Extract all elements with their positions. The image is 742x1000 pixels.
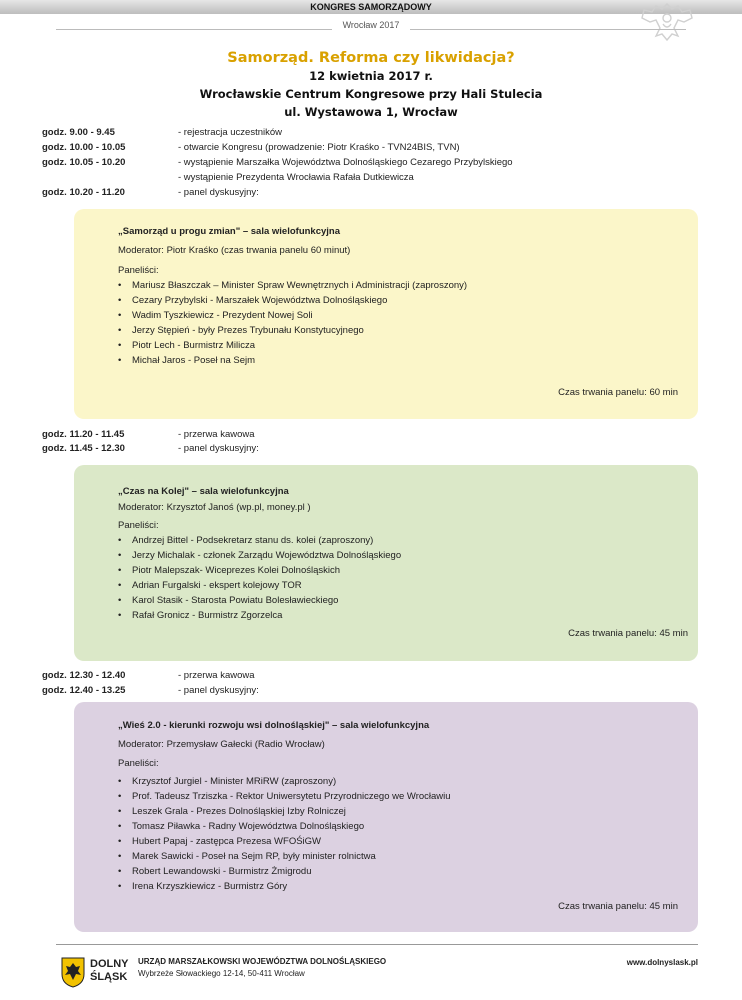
panelists-label: Paneliści: [118,520,159,531]
logo-text-line1: DOLNY [90,958,129,970]
schedule-desc: - panel dyskusyjny: [178,443,259,454]
schedule-time: godz. 11.45 - 12.30 [42,443,125,454]
event-address: ul. Wystawowa 1, Wrocław [284,105,458,119]
panelist-item: • Piotr Malepszak- Wiceprezes Kolei Dolnośląskich [118,563,401,578]
schedule-desc: - panel dyskusyjny: [178,187,259,198]
panel-duration: Czas trwania panelu: 45 min [558,901,678,912]
panelist-item: • Jerzy Michalak - członek Zarządu Województwa Dolnośląskiego [118,548,401,563]
schedule-desc: - wystąpienie Marszałka Województwa Dolnośląskiego Cezarego Przybylskiego [178,157,513,168]
panelist-item: • Cezary Przybylski - Marszałek Województwa Dolnośląskiego [118,293,467,308]
panelist-item: • Jerzy Stępień - były Prezes Trybunału Konstytucyjnego [118,323,467,338]
panel-title: „Samorząd u progu zmian" – sala wielofunkcyjna [118,226,341,237]
subtitle: Wrocław 2017 [342,20,400,30]
schedule-desc: - panel dyskusyjny: [178,685,259,696]
footer-address: Wybrzeże Słowackiego 12-14, 50-411 Wrocław [138,969,305,978]
panelist-item: • Marek Sawicki - Poseł na Sejm RP, były minister rolnictwa [118,849,451,864]
panelist-item: • Rafał Gronicz - Burmistrz Zgorzelca [118,608,401,623]
panelists-list [118,533,401,623]
schedule-time: godz. 10.00 - 10.05 [42,142,126,153]
event-venue: Wrocławskie Centrum Kongresowe przy Hali Stulecia [199,87,543,101]
panelist-item: • Piotr Lech - Burmistrz Milicza [118,338,467,353]
panelist-item: • Wadim Tyszkiewicz - Prezydent Nowej Soli [118,308,467,323]
schedule-desc: - rejestracja uczestników [178,127,283,138]
panel-kolej [74,465,698,661]
schedule-desc: - wystąpienie Prezydenta Wrocławia Rafała Dutkiewicza [178,172,414,183]
panel-title: „Czas na Kolej" – sala wielofunkcyjna [118,486,289,497]
panel-moderator: Moderator: Piotr Kraśko (czas trwania panelu 60 minut) [118,245,351,256]
panelist-item: • Tomasz Piławka - Radny Województwa Dolnośląskiego [118,819,451,834]
panel-samorzad [74,209,698,419]
panelists-list [118,774,451,894]
schedule-time: godz. 12.30 - 12.40 [42,670,126,681]
panelist-item: • Mariusz Błaszczak – Minister Spraw Wewnętrznych i Administracji (zaproszony) [118,278,467,293]
panelist-item: • Krzysztof Jurgiel - Minister MRiRW (zaproszony) [118,774,451,789]
panelist-item: • Robert Lewandowski - Burmistrz Żmigrodu [118,864,451,879]
schedule-desc: - przerwa kawowa [178,429,255,440]
panelists-list [118,278,467,368]
panelist-item: • Leszek Grala - Prezes Dolnośląskiej Izby Rolniczej [118,804,451,819]
footer-website-link[interactable]: www.dolnyslask.pl [626,958,698,967]
panel-moderator: Moderator: Krzysztof Janoś (wp.pl, money.pl ) [118,502,311,513]
event-date: 12 kwietnia 2017 r. [309,69,433,83]
schedule-time: godz. 10.05 - 10.20 [42,157,126,168]
panelists-label: Paneliści: [118,265,159,276]
schedule-time: godz. 10.20 - 11.20 [42,187,125,198]
footer-organization: URZĄD MARSZAŁKOWSKI WOJEWÓDZTWA DOLNOŚLĄSKIEGO [138,957,387,966]
footer-divider [56,944,698,945]
schedule-desc: - przerwa kawowa [178,670,255,681]
schedule-time: godz. 11.20 - 11.45 [42,429,125,440]
top-title: KONGRES SAMORZĄDOWY [310,2,432,12]
panelists-label: Paneliści: [118,758,159,769]
panelist-item: • Adrian Furgalski - ekspert kolejowy TOR [118,578,401,593]
schedule-desc: - otwarcie Kongresu (prowadzenie: Piotr Kraśko - TVN24BIS, TVN) [178,142,460,153]
panelist-item: • Irena Krzyszkiewicz - Burmistrz Góry [118,879,451,894]
panelist-item: • Hubert Papaj - zastępca Prezesa WFOŚiGW [118,834,451,849]
logo-text-line2: ŚLĄSK [90,971,128,983]
panel-wies [74,702,698,932]
divider-right [410,29,686,30]
panel-moderator: Moderator: Przemysław Gałecki (Radio Wrocław) [118,739,325,750]
panelist-item: • Karol Stasik - Starosta Powiatu Bolesławieckiego [118,593,401,608]
panelist-item: • Andrzej Bittel - Podsekretarz stanu ds. kolei (zaproszony) [118,533,401,548]
panelist-item: • Prof. Tadeusz Trziszka - Rektor Uniwersytetu Przyrodniczego we Wrocławiu [118,789,451,804]
panel-duration: Czas trwania panelu: 45 min [568,628,688,639]
panelist-item: • Michał Jaros - Poseł na Sejm [118,353,467,368]
panel-duration: Czas trwania panelu: 60 min [558,387,678,398]
divider-left [56,29,332,30]
panel-title: „Wieś 2.0 - kierunki rozwoju wsi dolnośląskiej" – sala wielofunkcyjna [118,720,430,731]
schedule-time: godz. 12.40 - 13.25 [42,685,126,696]
schedule-time: godz. 9.00 - 9.45 [42,127,115,138]
event-title: Samorząd. Reforma czy likwidacja? [227,50,515,66]
